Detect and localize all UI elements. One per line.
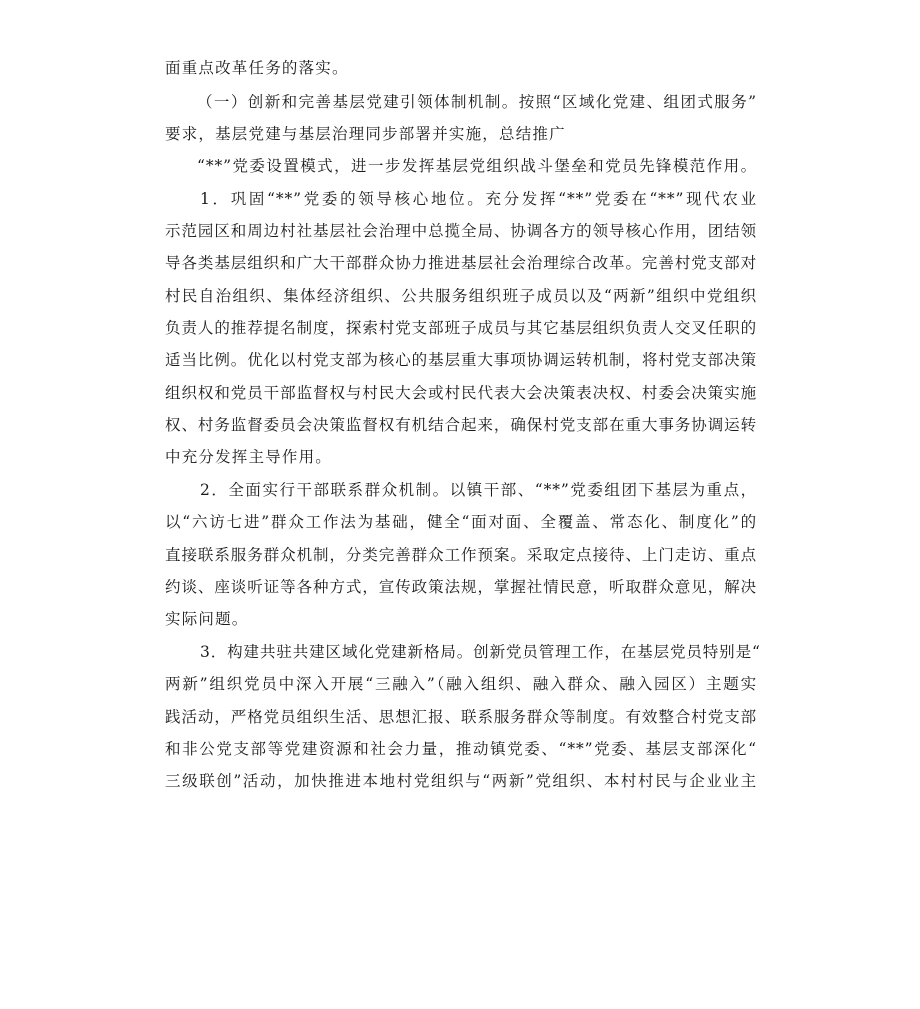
text-line-4: “**”党委设置模式，进一步发挥基层党组织战斗堡垒和党员先锋模范作用。 xyxy=(197,157,757,175)
text-line-21: 践活动，严格党员组织生活、思想汇报、联系服务群众等制度。有效整合村党支部 xyxy=(165,708,757,726)
text-line-18: 实际问题。 xyxy=(165,610,249,628)
text-line-22: 和非公党支部等党建资源和社会力量，推动镇党委、“**”党委、基层支部深化“ xyxy=(165,740,757,758)
text-line-6: 示范园区和周边村社基层社会治理中总揽全局、协调各方的领导核心作用，团结领 xyxy=(165,222,757,240)
text-line-17: 约谈、座谈听证等各种方式，宣传政策法规，掌握社情民意，听取群众意见，解决 xyxy=(165,578,757,596)
text-line-20: 两新”组织党员中深入开展“三融入”（融入组织、融入群众、融入园区）主题实 xyxy=(165,675,757,693)
item-heading-1: 1．巩固“**”党委的领导核心地位。充分发挥“**”党委在“**”现代农业 xyxy=(200,190,757,208)
text-line-9: 负责人的推荐提名制度，探索村党支部班子成员与其它基层组织负责人交叉任职的 xyxy=(165,319,757,337)
text-line-7: 导各类基层组织和广大干部群众协力推进基层社会治理综合改革。完善村党支部对 xyxy=(165,254,757,272)
item-heading-3: 3．构建共驻共建区域化党建新格局。创新党员管理工作，在基层党员特别是“ xyxy=(200,643,761,661)
section-heading-1: （一）创新和完善基层党建引领体制机制。按照“区域化党建、组团式服务” xyxy=(197,93,757,111)
text-line-11: 组织权和党员干部监督权与村民大会或村民代表大会决策表决权、村委会决策实施 xyxy=(165,384,757,402)
text-line-15: 以“六访七进”群众工作法为基础，健全“面对面、全覆盖、常态化、制度化”的 xyxy=(165,513,757,531)
text-line-1: 面重点改革任务的落实。 xyxy=(165,59,349,77)
text-line-12: 权、村务监督委员会决策监督权有机结合起来，确保村党支部在重大事务协调运转 xyxy=(165,416,757,434)
text-line-16: 直接联系服务群众机制，分类完善群众工作预案。采取定点接待、上门走访、重点 xyxy=(165,546,757,564)
text-line-8: 村民自治组织、集体经济组织、公共服务组织班子成员以及“两新”组织中党组织 xyxy=(165,287,757,305)
text-line-3: 要求，基层党建与基层治理同步部署并实施，总结推广 xyxy=(165,125,566,143)
item-heading-2: 2．全面实行干部联系群众机制。以镇干部、“**”党委组团下基层为重点， xyxy=(200,481,757,499)
text-line-10: 适当比例。优化以村党支部为核心的基层重大事项协调运转机制，将村党支部决策 xyxy=(165,351,757,369)
text-line-13: 中充分发挥主导作用。 xyxy=(165,448,333,466)
text-line-23: 三级联创”活动，加快推进本地村党组织与“两新”党组织、本村村民与企业业主 xyxy=(165,772,757,790)
